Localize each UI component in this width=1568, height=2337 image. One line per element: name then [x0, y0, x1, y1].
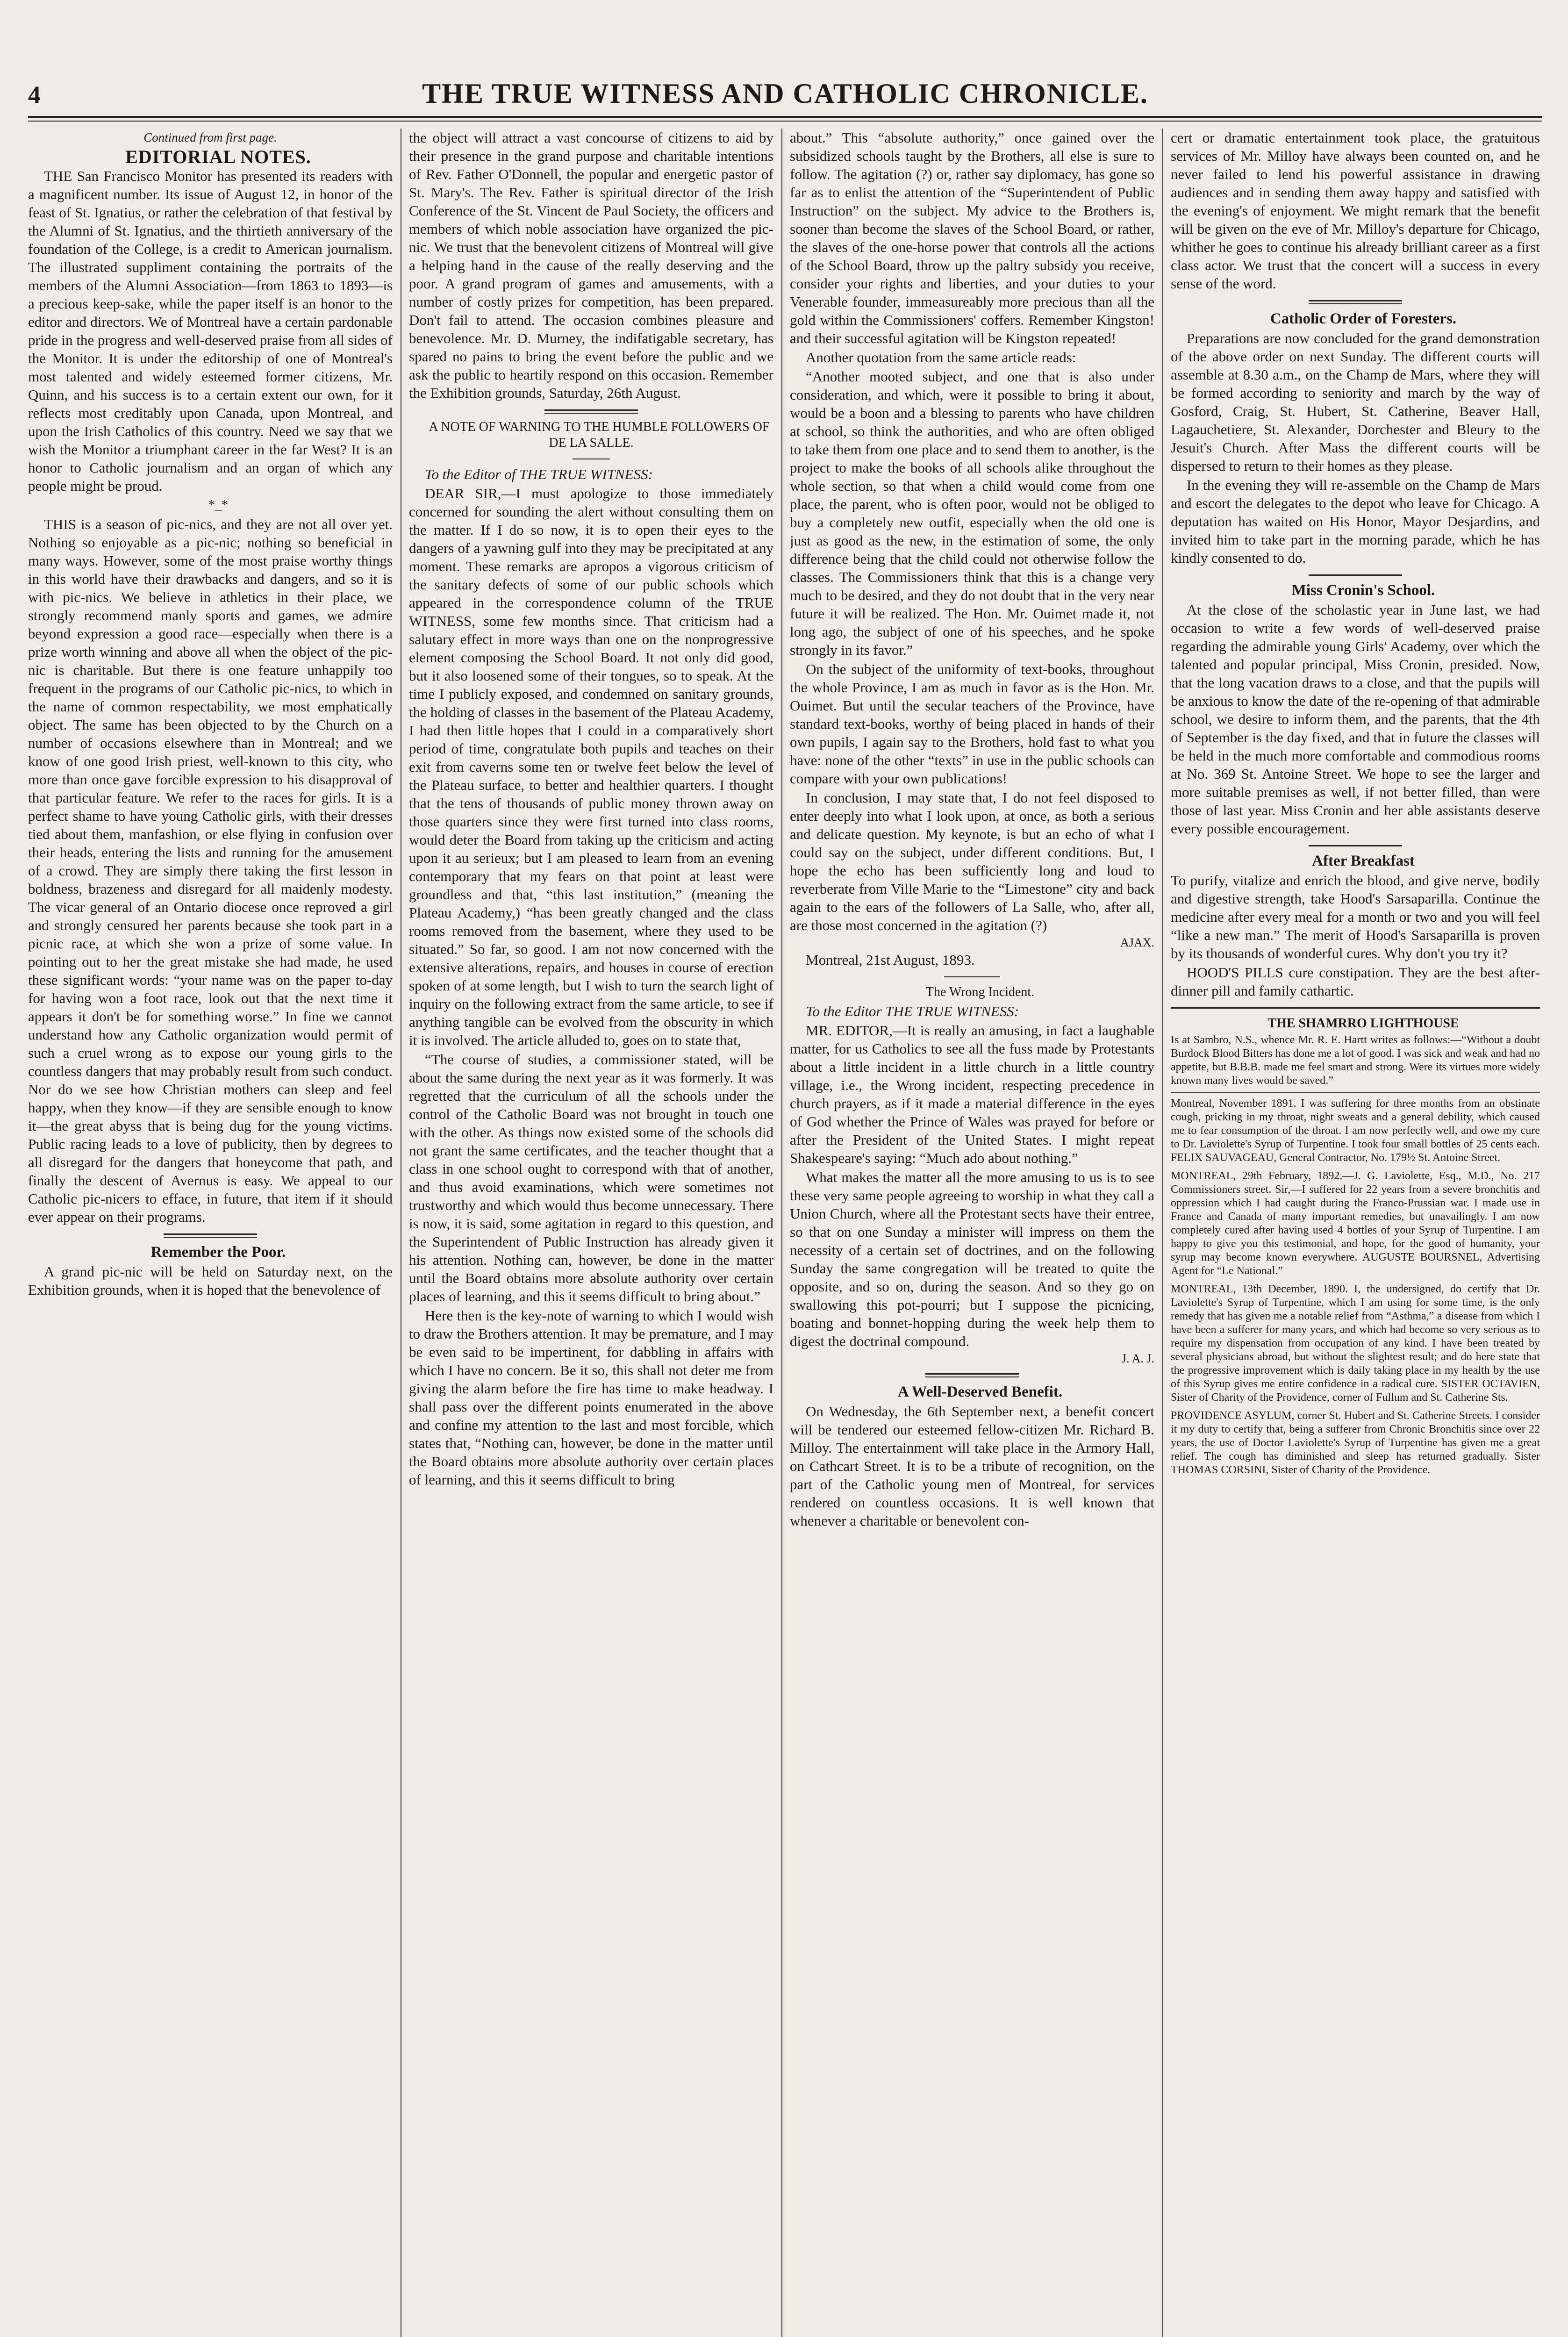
dateline: Montreal, 21st August, 1893.: [806, 952, 975, 968]
signature: J. A. J.: [1121, 1352, 1154, 1365]
article-paragraph: “The course of studies, a commissioner stated, will be about the same during the next year as it was formerly. It was regretted that the curriculum of all the schools under the control of the Catholic Board was not brought in touch one with the other. As things now existed some of the schools did not grant the same certificates, and the teacher thought that a class in one school ought to correspond with that of another, and thus avoid examinations, which were sometimes not trustworthy and which would thus become unnecessary. There is now, it is said, some agitation in regard to this question, and the Superintendent of Public Instruction has already given it his attention. Nothing can, however, be done in the matter until the Board obtains more absolute authority over certain places of learning, and this it seems difficult to bring about.”: [409, 1051, 773, 1305]
testimonial-ad: Montreal, November 1891. I was suffering for three months from an obstinate cough, pricking in my throat, night sweats and a general debility, which caused me to fear consumption of the throat. I am now perfectly well, and owe my cure to Dr. Laviolette's Syrup of Turpentine. I took four small bottles of 25 cents each. FELIX SAUVAGEAU, General Contractor, No. 179½ St. Antoine Street.: [1171, 1097, 1540, 1164]
column-1: [28, 129, 393, 2337]
article-paragraph: cert or dramatic entertainment took place, the gratuitous services of Mr. Milloy have always been counted on, and he never failed to lend his powerful assistance in drawing audiences and in sending them away happy and satisfied with the evening's of enjoyment. We might remark that the benefit will be given on the eve of Mr. Milloy's departure for Chicago, whither he goes to continue his already brilliant career as a first class actor. We trust that the concert will a success in every sense of the word.: [1171, 129, 1540, 292]
article-paragraph: A grand pic-nic will be held on Saturday next, on the Exhibition grounds, when it is hoped that the benevolence of: [28, 1263, 393, 1298]
article-paragraph: THE San Francisco Monitor has presented its readers with a magnificent number. Its issue of August 12, in honor of the feast of St. Ignatius, or rather the celebration of that festival by the Alumni of St. Ignatius, and the thirtieth anniversary of the foundation of the College, is a credit to American journalism. The illustrated suppliment containing the portraits of the members of the Alumni Association—from 1863 to 1893—is a precious keep-sake, while the paper itself is an honor to the editor and directors. We of Montreal have a certain pardonable pride in the progress and well-deserved praise from all sides of the Monitor. It is under the editorship of one of Montreal's most talented and widely esteemed former citizens, Mr. Quinn, and his success is to a certain extent our own, for it reflects most creditably upon Canada, upon Montreal, and upon the Irish Catholics of this country. Need we say that we wish the Monitor a triumphant career in the far West? It is an honor to Catholic journalism and an organ of which any people might be proud.: [28, 168, 393, 494]
article-paragraph: Here then is the key-note of warning to which I would wish to draw the Brothers attention. It may be premature, and I may be even said to be impertinent, for dabbling in affairs with which I have no concern. Be it so, this shall not deter me from giving the alarm before the fire has time to make headway. I shall pass over the different points enumerated in the above and confine my attention to the last and most forcible, which states that, “Nothing can, however, be done in the matter until the Board obtains more absolute authority over certain places of learning, and this it seems difficult to bring: [409, 1307, 773, 1488]
section-separator: [544, 409, 638, 414]
wrong-incident-heading: The Wrong Incident.: [925, 985, 1035, 999]
section-separator: [164, 1233, 257, 1238]
testimonial-ad: PROVIDENCE ASYLUM, corner St. Hubert and St. Catherine Streets. I consider it my duty to certify that, being a sufferer from Chronic Bronchitis since over 22 years, the use of Doctor Laviolette's Syrup of Turpentine has given me a great relief. The cough has diminished and sleep has returned gradually. Sister THOMAS CORSINI, Sister of Charity of the Providence.: [1171, 1410, 1540, 1476]
benefit-heading: A Well-Deserved Benefit.: [897, 1384, 1063, 1400]
lighthouse-ad-heading: THE SHAMRRO LIGHTHOUSE: [1267, 1016, 1459, 1031]
continued-note: Continued from first page.: [143, 130, 277, 144]
testimonial-ad: Is at Sambro, N.S., whence Mr. R. E. Hartt writes as follows:—“Without a doubt Burdock Blood Bitters has done me a lot of good. I was sick and weak and had no appetite, but B.B.B. made me feel smart and strong. Were its virtues more widely known many lives would be saved.”: [1171, 1034, 1540, 1087]
article-paragraph: “Another mooted subject, and one that is also under consideration, and which, were it possible to bring it about, would be a boon and a blessing to parents who have children at school, so think the authorities, and who are often obliged to take them from one place and to send them to another, is the project to make the books of all schools alike throughout the whole section, so that when a child would come from one place, the parent, who is often poor, would not be obliged to buy a completely new outfit, especially when the old one is just as good as the new, in the estimation of some, the only difference being that the child could not otherwise follow the classes. The Commissioners think that this is a change very much to be desired, and they do not doubt that in the very near future it will be realized. The Hon. Mr. Ouimet made it, not long ago, the subject of one of his speeches, and he spoke strongly in its favor.”: [790, 368, 1154, 658]
cronin-school-heading: Miss Cronin's School.: [1291, 582, 1435, 599]
masthead-rule-thin: [28, 121, 1542, 122]
salutation: To the Editor of THE TRUE WITNESS:: [425, 466, 653, 482]
testimonial-ad: MONTREAL, 29th February, 1892.—J. G. Laviolette, Esq., M.D., No. 217 Commissioners street. Sir,—I suffered for 22 years from a severe bronchitis and oppression which I had caught during the Franco-Prussian war. I made use in France and Canada of many important remedies, but unavailingly. I am now completely cured after having used 4 bottles of your Syrup of Turpentine. I am happy to give you this testimonial, and hope, for the good of humanity, your syrup may become known everywhere. AUGUSTE BOURSNEL, Advertising Agent for “Le National.”: [1171, 1170, 1540, 1277]
article-paragraph: Another quotation from the same article reads:: [806, 349, 1076, 366]
article-paragraph: MR. EDITOR,—It is really an amusing, in fact a laughable matter, for us Catholics to see all the fuss made by Protestants about a little incident in a little church in a little country village, i.e., the Wrong incident, respecting precedence in church prayers, as if it made a material difference in the eyes of God whether the Prince of Wales was prayed for before or after the President of the United States. I might repeat Shakespeare's saying: “Much ado about nothing.”: [790, 1022, 1154, 1166]
after-breakfast-heading: After Breakfast: [1312, 853, 1415, 869]
article-paragraph: about.” This “absolute authority,” once gained over the subsidized schools taught by the Brothers, all else is sure to follow. The agitation (?) or, rather say diplomacy, has gone so far as to enlist the attention of the “Superintendent of Public Instruction” on the subject. My advice to the Brothers is, sooner than become the slaves of the School Board, or rather, the slaves of the one-horse power that controls all the actions of the School Board, throw up the paltry subsidy you receive, consider your rights and liberties, and your duties to your Venerable founder, immeasureably more precious than all the gold within the Commissioners' coffers. Remember Kingston! and their successful agitation will be Kingston repeated!: [790, 129, 1154, 346]
article-paragraph: What makes the matter all the more amusing to us is to see these very same people agreeing to worship in what they call a Union Church, where all the Protestant sects have their entree, so that on one Sunday a minister will impress on them the necessity of a certain set of doctrines, and on the following Sunday the same congregation will be treated to quite the opposite, and so on, during the season. And so they go on swallowing this pot-pourri; but I suppose the picnicing, boating and bonnet-hopping during the week help them to digest the doctrinal compound.: [790, 1169, 1154, 1349]
section-separator: [1309, 300, 1402, 304]
ad-divider: [1171, 1092, 1540, 1093]
column-3: [790, 129, 1154, 2337]
article-paragraph: DEAR SIR,—I must apologize to those immediately concerned for sounding the alert without consulting them on the matter. If I do so now, it is to open their eyes to the dangers of a yawning gulf into they may be precipitated at any moment. These remarks are apropos a vigorous criticism of the sanitary defects of some of our public schools which appeared in the correspondence column of the TRUE WITNESS, some few months since. That criticism had a salutary effect in more ways than one on the nonprogressive element composing the School Board. It not only did good, but it also loosened some of their tongues, so to speak. At the time I publicly exposed, and condemned on sanitary grounds, the holding of classes in the basement of the Plateau Academy, I had then little hopes that I could in a comparatively short period of time, congratulate both pupils and teaches on their exit from caverns some ten or twelve feet below the level of the Plateau surface, to better and healthier quarters. I thought that the tens of thousands of public money thrown away on those quarters since they were first turned into class rooms, would deter the Board from taking up the criticism and acting upon it au serieux; but I am pleased to learn from an evening contemporary that my fears on that point at least were groundless and that, “this last institution,” (meaning the Plateau Academy,) “has been greatly changed and the class rooms removed from the basement, where they used to be situated.” So far, so good. I am not now concerned with the extensive alterations, repairs, and houses in course of erection spoken of at some length, but I wish to turn the search light of inquiry on the following extract from the same article, to see if anything tangible can be evolved from the obscurity in which it is involved. The article alluded to, goes on to state that,: [409, 485, 773, 1048]
signature: AJAX.: [1120, 936, 1154, 949]
column-2: [409, 129, 773, 2337]
salutation: To the Editor THE TRUE WITNESS:: [806, 1003, 1019, 1019]
advertisement-paragraph: HOOD'S PILLS cure constipation. They are the best after-dinner pill and family cathartic.: [1171, 964, 1540, 999]
newspaper-title: THE TRUE WITNESS AND CATHOLIC CHRONICLE.: [422, 78, 1148, 109]
article-paragraph: At the close of the scholastic year in June last, we had occasion to write a few words of well-deserved praise regarding the admirable young Girls' Academy, over which the talented and popular principal, Miss Cronin, presided. Now, that the long vacation draws to a close, and that the pupils will be anxious to know the date of the re-opening of that admirable school, we desire to inform them, and the parents, that the 4th of September is the day fixed, and that in future the classes will be held in the much more comfortable and commodious rooms at No. 369 St. Antoine Street. We hope to see the larger and more suitable premises as well, if not better filled, than were those of last year. Miss Cronin and her able assistants deserve every possible encouragement.: [1171, 602, 1540, 837]
newspaper-page: [28, 70, 1542, 2337]
masthead: [28, 70, 1542, 117]
section-separator: [925, 1373, 1019, 1377]
article-paragraph: the object will attract a vast concourse of citizens to aid by their presence in the grand purpose and charitable intentions of Rev. Father O'Donnell, the popular and energetic pastor of St. Mary's. The Rev. Father is spiritual director of the Irish Conference of the St. Vincent de Paul Society, the officers and members of which noble association have organized the pic-nic. We trust that the benevolent citizens of Montreal will give a helping hand in the cause of the really deserving and the poor. A grand program of games and amusements, with a number of costly prizes for competition, has been prepared. Don't fail to attend. The occasion combines pleasure and benevolence. Mr. D. Murney, the indifatigable secretary, has spared no pains to bring the event before the public and we ask the public to heartily respond on this occasion. Remember the Exhibition grounds, Saturday, 26th August.: [409, 129, 773, 401]
section-separator: [1171, 1007, 1540, 1009]
article-paragraph: In conclusion, I may state that, I do not feel disposed to enter deeply into what I look upon, at once, as both a serious and delicate question. My keynote, is but an echo of what I could say on the subject, under different conditions. But, I hope the echo has been sufficiently long and loud to reverberate from Ville Marie to the “Limestone” city and back again to the ears of the followers of La Salle, who, after all, are those most concerned in the agitation (?): [790, 789, 1154, 933]
page-number: 4: [28, 81, 41, 109]
section-separator: [944, 976, 1000, 977]
note-of-warning-heading: A NOTE OF WARNING TO THE HUMBLE FOLLOWERS OF DE LA SALLE.: [429, 420, 770, 450]
section-stars: *_*: [208, 498, 228, 512]
masthead-rule: [28, 116, 1542, 118]
article-paragraph: Preparations are now concluded for the grand demonstration of the above order on next Sunday. The different courts will assemble at 8.30 a.m., on the Champ de Mars, where they will be formed according to seniority and march by the way of Gosford, Craig, St. Hubert, St. Catherine, Beaver Hall, Lagauchetiere, St. Alexander, Dorchester and Bleury to the Jesuit's Church. After Mass the different courts will be dispersed to return to their homes as they please.: [1171, 330, 1540, 474]
editorial-notes-heading: EDITORIAL NOTES.: [125, 146, 311, 167]
article-paragraph: On Wednesday, the 6th September next, a benefit concert will be tendered our esteemed fellow-citizen Mr. Richard B. Milloy. The entertainment will take place in the Armory Hall, on Cathcart Street. It is to be a tribute of recognition, on the part of the Catholic young men of Montreal, for services rendered on countless occasions. It is well known that whenever a charitable or benevolent con-: [790, 1403, 1154, 1529]
article-paragraph: On the subject of the uniformity of text-books, throughout the whole Province, I am as much in favor as is the Hon. Mr. Ouimet. But until the secular teachers of the Province, have standard text-books, worthy of being placed in hands of their own pupils, I again say to the Brothers, hold fast to what you have: none of the other “texts” in use in the public schools can compare with your own publications!: [790, 661, 1154, 787]
article-paragraph: In the evening they will re-assemble on the Champ de Mars and escort the delegates to the depot who leave for Chicago. A deputation has waited on His Honor, Mayor Desjardins, and invited him to take part in the morning parade, which he has kindly consented to do.: [1171, 477, 1540, 566]
advertisement-paragraph: To purify, vitalize and enrich the blood, and give nerve, bodily and digestive strength, take Hood's Sarsaparilla. Continue the medicine after every meal for a month or two and you will feel “like a new man.” The merit of Hood's Sarsaparilla is proven by its thousands of wonderful cures. Why don't you try it?: [1171, 872, 1540, 961]
section-separator: [1309, 574, 1402, 576]
column-divider: [1162, 129, 1163, 2337]
column-divider: [781, 129, 782, 2337]
article-paragraph: THIS is a season of pic-nics, and they are not all over yet. Nothing so enjoyable as a pic-nic; nothing so beneficial in many ways. However, some of the most praise worthy things in this world have their drawbacks and dangers, and so it is with pic-nics. We believe in athletics in their place, we strongly recommend manly sports and games, we admire beyond expression a good race—especially when there is a prize worth winning and above all when the object of the pic-nic is charitable. But there is one feature unhappily too frequent in the programs of our Catholic pic-nics, to which in the name of common respectability, we most emphatically object. The same has been objected to by the Church on a number of occasions elsewhere than in Montreal; and we know of one good Irish priest, well-known to this city, who more than once gave forcible expression to his disapproval of that particular feature. We refer to the races for girls. It is a perfect shame to have young Catholic girls, with their dresses tied about them, manfashion, or else flying in confusion over their heads, entering the lists and running for the amusement of a crowd. They are simply there taking the first lesson in boldness, brazeness and disregard for all maidenly modesty. The vicar general of an Ontario diocese once reproved a girl and strongly censured her parents because she took part in a picnic race, at which she won a prize of some value. In pointing out to her the great mistake she had made, he used these significant words: “your name was on the paper to-day for having won a foot race, look out that the next time it appears it don't be for something worse.” In fine we cannot understand how any Catholic organization would permit of such a cruel wrong as to expose our young girls to the countless dangers that may probably result from such conduct. Nor do we see how Christian mothers can sleep and feel happy, when they know—if they are sensible enough to know it—the great abyss that is being dug for the young victims. Public racing leads to a love of publicity, then by degrees to all disregard for the dangers that honeycome that path, and finally the descent of Avernus is easy. We appeal to our Catholic pic-nicers to efface, in future, that item if it should ever appear on their programs.: [28, 516, 393, 1225]
section-separator: [1309, 845, 1402, 846]
remember-poor-heading: Remember the Poor.: [150, 1244, 286, 1261]
foresters-heading: Catholic Order of Foresters.: [1270, 310, 1457, 327]
column-4: [1171, 129, 1540, 2337]
testimonial-ad: MONTREAL, 13th December, 1890. I, the undersigned, do certify that Dr. Laviolette's Syrup of Turpentine, which I am using for some time, is the only remedy that has given me a notable relief from “Asthma,” a disease from which I have been a sufferer for many years, and which had become so very serious as to require my dispensation from occupation of any kind. I have been treated by several physicians abroad, but without the slightest result; and do here state that the progressive improvement which is daily taking place in my health by the use of this Syrup gives me entire confidence in a radical cure. SISTER OCTAVIEN, Sister of Charity of the Providence, corner of Fullum and St. Catherine Sts.: [1171, 1283, 1540, 1404]
